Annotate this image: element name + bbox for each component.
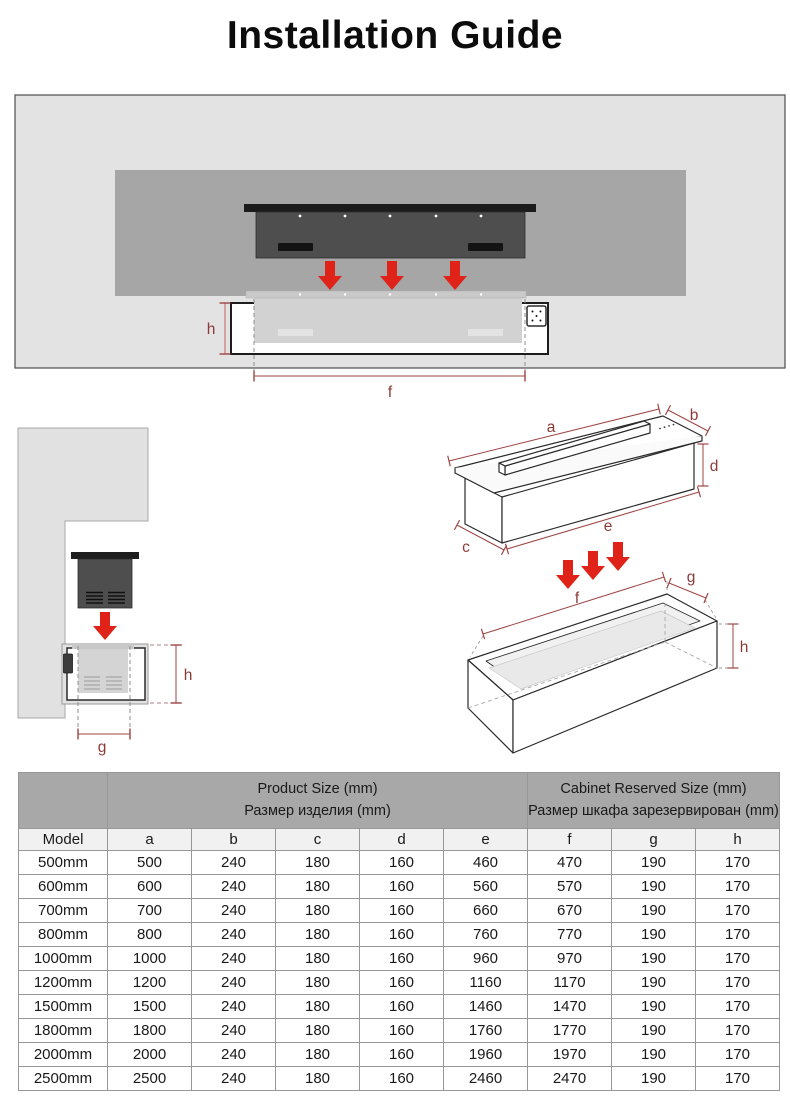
size-value-cell: 190 (612, 1019, 696, 1043)
table-row (19, 947, 780, 971)
size-value-cell: 1170 (528, 971, 612, 995)
product-size-group-header (108, 773, 528, 829)
size-value-cell: 170 (696, 995, 780, 1019)
insert-direction-arrows (556, 542, 630, 589)
size-value-cell: 240 (192, 899, 276, 923)
model-cell: 1800mm (19, 1019, 108, 1043)
model-cell: 500mm (19, 851, 108, 875)
model-cell: 800mm (19, 923, 108, 947)
size-value-cell: 240 (192, 875, 276, 899)
size-value-cell: 160 (360, 851, 444, 875)
fireplace-unit (244, 204, 536, 258)
cabinet-section (62, 643, 148, 704)
size-value-cell: 190 (612, 1067, 696, 1091)
size-value-cell: 170 (696, 971, 780, 995)
size-value-cell: 1200 (108, 971, 192, 995)
size-value-cell: 170 (696, 1067, 780, 1091)
size-value-cell: 240 (192, 971, 276, 995)
size-value-cell: 170 (696, 947, 780, 971)
power-switch-icon (64, 654, 73, 673)
size-value-cell: 160 (360, 923, 444, 947)
dim-label-g: g (686, 569, 696, 586)
size-value-cell: 1760 (444, 1019, 528, 1043)
table-row (19, 923, 780, 947)
size-value-cell: 760 (444, 923, 528, 947)
size-value-cell: 190 (612, 995, 696, 1019)
size-value-cell: 1000 (108, 947, 192, 971)
size-value-cell: 670 (528, 899, 612, 923)
table-group-header-row (19, 773, 780, 829)
product-size-en: Product Size (mm) (257, 780, 378, 797)
size-value-cell: 170 (696, 1019, 780, 1043)
column-header-a: a (108, 829, 192, 851)
dim-label-h: h (183, 667, 193, 684)
down-arrow-icon (93, 612, 117, 640)
down-arrow-icon (581, 551, 605, 580)
size-value-cell: 470 (528, 851, 612, 875)
table-row (19, 851, 780, 875)
size-value-cell: 770 (528, 923, 612, 947)
column-header-f: f (528, 829, 612, 851)
table-row (19, 971, 780, 995)
power-outlet-icon (527, 306, 546, 326)
size-value-cell: 460 (444, 851, 528, 875)
corner-cell (19, 773, 108, 829)
size-value-cell: 180 (276, 971, 360, 995)
cabinet-iso-drawing (468, 594, 717, 753)
down-arrow-icon (556, 560, 580, 589)
model-cell: 1200mm (19, 971, 108, 995)
model-cell: 1000mm (19, 947, 108, 971)
cabinet-size-group-header (528, 773, 780, 829)
size-value-cell: 1800 (108, 1019, 192, 1043)
size-value-cell: 180 (276, 875, 360, 899)
size-value-cell: 240 (192, 995, 276, 1019)
size-value-cell: 240 (192, 851, 276, 875)
size-value-cell: 170 (696, 851, 780, 875)
column-header-c: c (276, 829, 360, 851)
dimension-h (150, 645, 192, 703)
column-header-e: e (444, 829, 528, 851)
size-table (18, 772, 780, 1091)
dim-label-g: g (97, 739, 107, 756)
size-value-cell: 170 (696, 923, 780, 947)
size-value-cell: 1970 (528, 1043, 612, 1067)
cabinet-size-ru: Размер шкафа зарезервирован (mm) (528, 802, 779, 819)
size-value-cell: 2470 (528, 1067, 612, 1091)
down-arrow-icon (606, 542, 630, 571)
dim-label-f: f (574, 590, 580, 607)
size-value-cell: 800 (108, 923, 192, 947)
size-value-cell: 1500 (108, 995, 192, 1019)
table-row (19, 1019, 780, 1043)
model-cell: 2000mm (19, 1043, 108, 1067)
side-installation-diagram (0, 418, 250, 765)
column-header-h: h (696, 829, 780, 851)
product-size-ru: Размер изделия (mm) (244, 802, 391, 819)
size-value-cell: 240 (192, 1019, 276, 1043)
model-cell: 700mm (19, 899, 108, 923)
size-value-cell: 190 (612, 851, 696, 875)
dim-label-a: a (546, 419, 556, 436)
column-header-d: d (360, 829, 444, 851)
size-value-cell: 180 (276, 851, 360, 875)
size-value-cell: 160 (360, 971, 444, 995)
model-cell: 600mm (19, 875, 108, 899)
front-installation-diagram (0, 90, 790, 402)
size-value-cell: 1160 (444, 971, 528, 995)
size-value-cell: 190 (612, 875, 696, 899)
size-value-cell: 180 (276, 923, 360, 947)
size-value-cell: 2460 (444, 1067, 528, 1091)
size-value-cell: 970 (528, 947, 612, 971)
size-value-cell: 160 (360, 947, 444, 971)
dim-label-f: f (387, 384, 393, 401)
size-value-cell: 180 (276, 1043, 360, 1067)
size-value-cell: 160 (360, 1043, 444, 1067)
size-value-cell: 240 (192, 923, 276, 947)
size-value-cell: 160 (360, 995, 444, 1019)
table-column-header-row (19, 829, 780, 851)
size-value-cell: 1460 (444, 995, 528, 1019)
size-value-cell: 180 (276, 1019, 360, 1043)
dim-label-c: c (462, 539, 470, 556)
product-iso-drawing (455, 416, 702, 543)
size-value-cell: 190 (612, 899, 696, 923)
dim-label-d: d (709, 458, 719, 475)
size-value-cell: 160 (360, 899, 444, 923)
size-value-cell: 240 (192, 1043, 276, 1067)
size-table-body (19, 851, 780, 1091)
size-value-cell: 240 (192, 1067, 276, 1091)
model-cell: 1500mm (19, 995, 108, 1019)
page-title: Installation Guide (226, 14, 564, 57)
size-value-cell: 1770 (528, 1019, 612, 1043)
table-row (19, 1067, 780, 1091)
size-value-cell: 170 (696, 899, 780, 923)
table-row (19, 875, 780, 899)
size-value-cell: 190 (612, 971, 696, 995)
size-value-cell: 180 (276, 1067, 360, 1091)
size-value-cell: 1470 (528, 995, 612, 1019)
size-value-cell: 570 (528, 875, 612, 899)
column-header-model: Model (19, 829, 108, 851)
size-value-cell: 170 (696, 875, 780, 899)
unit-top-lip (246, 291, 526, 298)
fireplace-unit-side (71, 552, 139, 608)
size-value-cell: 240 (192, 947, 276, 971)
size-value-cell: 160 (360, 1019, 444, 1043)
size-value-cell: 190 (612, 923, 696, 947)
size-value-cell: 600 (108, 875, 192, 899)
size-value-cell: 560 (444, 875, 528, 899)
size-value-cell: 500 (108, 851, 192, 875)
inserted-unit-ghost (254, 298, 522, 343)
table-row (19, 899, 780, 923)
size-value-cell: 170 (696, 1043, 780, 1067)
dim-label-h: h (739, 639, 749, 656)
size-value-cell: 160 (360, 1067, 444, 1091)
size-value-cell: 180 (276, 899, 360, 923)
size-value-cell: 180 (276, 995, 360, 1019)
size-value-cell: 180 (276, 947, 360, 971)
dim-label-b: b (689, 407, 699, 424)
column-header-g: g (612, 829, 696, 851)
size-value-cell: 1960 (444, 1043, 528, 1067)
dim-label-e: e (603, 518, 613, 535)
size-value-cell: 160 (360, 875, 444, 899)
table-row (19, 995, 780, 1019)
size-value-cell: 960 (444, 947, 528, 971)
cabinet-size-en: Cabinet Reserved Size (mm) (560, 780, 747, 797)
size-value-cell: 2000 (108, 1043, 192, 1067)
isometric-diagrams (395, 398, 790, 770)
table-row (19, 1043, 780, 1067)
model-cell: 2500mm (19, 1067, 108, 1091)
size-value-cell: 2500 (108, 1067, 192, 1091)
size-value-cell: 190 (612, 1043, 696, 1067)
size-value-cell: 190 (612, 947, 696, 971)
column-header-b: b (192, 829, 276, 851)
size-value-cell: 700 (108, 899, 192, 923)
size-value-cell: 660 (444, 899, 528, 923)
dim-label-h: h (206, 321, 216, 338)
